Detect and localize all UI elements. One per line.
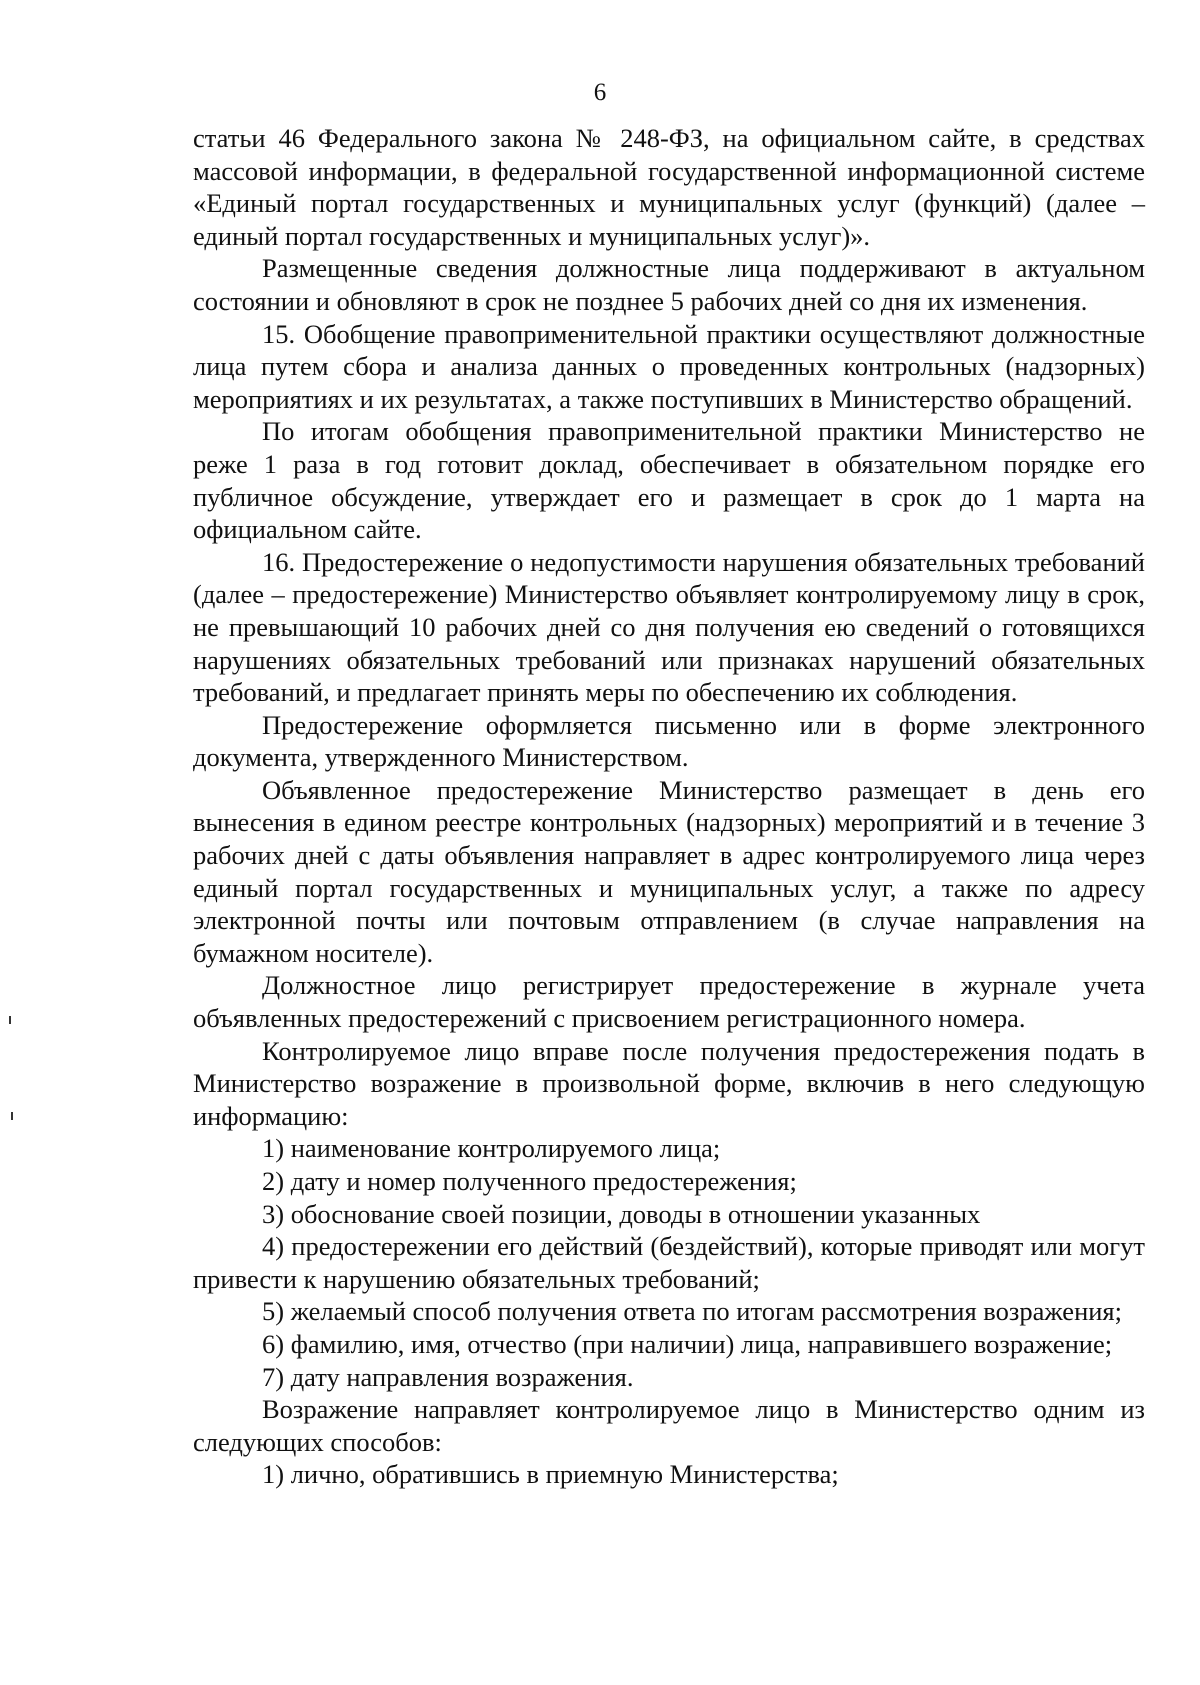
list-item: 4) предостережении его действий (бездействий), которые приводят или могут привести к нарушению обязательных требований; bbox=[193, 1231, 1145, 1294]
margin-mark bbox=[9, 1016, 11, 1024]
list-item: 7) дату направления возражения. bbox=[262, 1361, 634, 1392]
paragraph-objection-methods: Возражение направляет контролируемое лицо в Министерство одним из следующих способов: bbox=[193, 1394, 1145, 1457]
paragraph-warning-registration: Должностное лицо регистрирует предостережение в журнале учета объявленных предостережений с присвоением регистрационного номера. bbox=[193, 970, 1145, 1034]
paragraph-objection-right: Контролируемое лицо вправе после получения предостережения подать в Министерство возражение в произвольной форме, включив в него следующую информацию: bbox=[193, 1035, 1145, 1131]
paragraph-updating-info: Размещенные сведения должностные лица поддерживают в актуальном состоянии и обновляют в срок не позднее 5 рабочих дней со дня их изменения. bbox=[193, 253, 1145, 316]
paragraph-law-reference: статьи 46 Федерального закона № 248-ФЗ, на официальном сайте, в средствах массовой информации, в федеральной государственной информационной системе «Единый портал государственных и муниципальных услуг (функций) (далее – единый портал государственных и муниципальных услуг)». bbox=[193, 123, 1145, 251]
list-item: 5) желаемый способ получения ответа по итогам рассмотрения возражения; bbox=[262, 1296, 1122, 1327]
list-item: 3) обоснование своей позиции, доводы в отношении указанных bbox=[262, 1198, 981, 1229]
list-item: 1) лично, обратившись в приемную Министерства; bbox=[262, 1459, 839, 1490]
paragraph-16-warning: 16. Предостережение о недопустимости нарушения обязательных требований (далее – предостережение) Министерство объявляет контролируемому лицу в срок, не превышающий 10 рабочих дней со дня получения ею сведений о готовящихся нарушениях обязательных требований или признаках нарушений обязательных требований, и предлагает принять меры по обеспечению их соблюдения. bbox=[193, 546, 1145, 708]
list-item: 6) фамилию, имя, отчество (при наличии) лица, направившего возражение; bbox=[262, 1328, 1113, 1359]
document-body bbox=[193, 122, 1145, 1491]
list-item: 1) наименование контролируемого лица; bbox=[262, 1133, 721, 1164]
paragraph-15-generalization: 15. Обобщение правоприменительной практики осуществляют должностные лица путем сбора и анализа данных о проведенных контрольных (надзорных) мероприятиях и их результатах, а также поступивших в Министерство обращений. bbox=[193, 318, 1145, 414]
list-item: 2) дату и номер полученного предостережения; bbox=[262, 1166, 797, 1196]
paragraph-warning-form: Предостережение оформляется письменно или в форме электронного документа, утвержденного Министерством. bbox=[193, 709, 1145, 773]
page-number: 6 bbox=[593, 79, 607, 106]
paragraph-warning-publication: Объявленное предостережение Министерство размещает в день его вынесения в едином реестре контрольных (надзорных) мероприятий и в течение 3 рабочих дней с даты объявления направляет в адрес контролируемого лица через единый портал государственных и муниципальных услуг, а также по адресу электронной почты или почтовым отправлением (в случае направления на бумажном носителе). bbox=[193, 774, 1145, 968]
paragraph-annual-report: По итогам обобщения правоприменительной практики Министерство не реже 1 раза в год готовит доклад, обеспечивает в обязательном порядке его публичное обсуждение, утверждает его и размещает в срок до 1 марта на официальном сайте. bbox=[193, 416, 1145, 545]
margin-mark bbox=[11, 1112, 13, 1120]
